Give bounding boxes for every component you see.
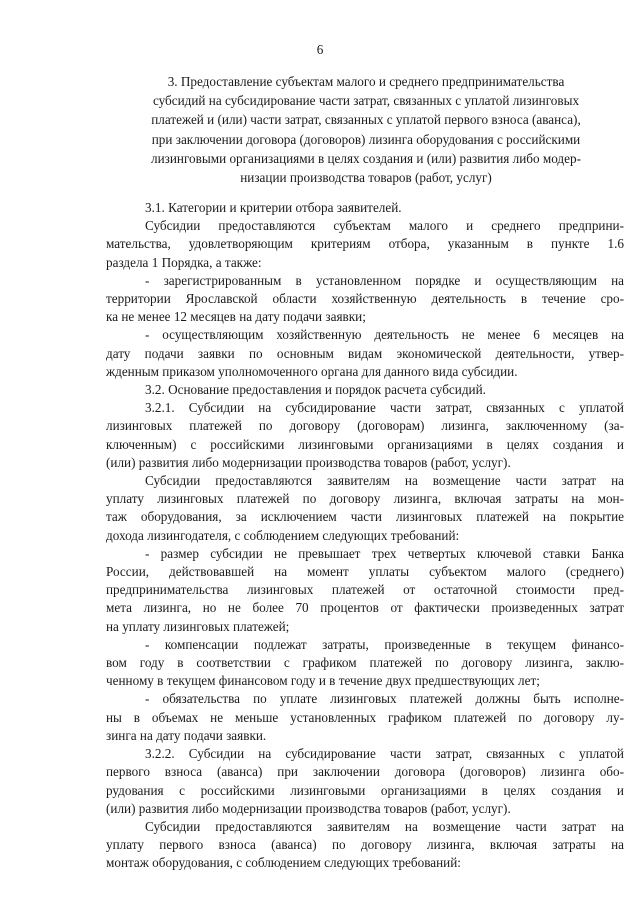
heading-line: платежей и (или) части затрат, связанных с уплатой первого взноса (аванса), [151,112,581,128]
text-line: первого взноса (аванса) при заключении договора (договоров) лизинга обо- [106,764,624,780]
text-line: (или) развития либо модернизации производства товаров (работ, услуг). [106,800,511,816]
text-line: таж оборудования, за исключением части лизинговых платежей на покрытие [106,509,624,525]
text-line: вом году в соответствии с графиком платежей по договору лизинга, заклю- [106,655,624,671]
text-line: уплату лизинговых платежей по договору лизинга, включая затраты на мон- [106,491,624,507]
text-line: России, действовавшей на момент уплаты субъектом малого (среднего) [106,564,624,580]
text-line: зинга на дату подачи заявки. [106,727,267,743]
text-line: ны в объемах не меньше установленных графиком платежей по договору лу- [106,709,624,725]
heading-line: при заключении договора (договоров) лизинга оборудования с российскими [151,131,581,147]
heading-line: лизинговыми организациями в целях создания и (или) развития либо модер- [151,150,581,166]
text-line: уплату первого взноса (аванса) по договору лизинга, включая затраты на [106,837,624,853]
text-line: Субсидии предоставляются заявителям на возмещение части затрат на [145,473,624,489]
text-line: раздела 1 Порядка, а также: [106,254,262,270]
text-line: 3.2.2. Субсидии на субсидирование части затрат, связанных с уплатой [145,746,624,762]
text-line: ченному в текущем финансовом году и в течение двух предшествующих лет; [106,673,540,689]
heading-line: субсидий на субсидирование части затрат, связанных с уплатой лизинговых [152,93,580,109]
text-line: Субсидии предоставляются заявителям на возмещение части затрат на [145,818,624,834]
text-line: территории Ярославской области хозяйственную деятельность в течение сро- [106,291,624,307]
text-line: Субсидии предоставляются субъектам малого и среднего предприни- [145,218,624,234]
heading-line: низации производства товаров (работ, услуг) [240,170,492,186]
text-line: 3.2. Основание предоставления и порядок расчета субсидий. [145,382,486,398]
text-line: монтаж оборудования, с соблюдением следующих требований: [106,855,461,871]
text-line: мета лизинга, но не более 70 процентов от фактически произведенных затрат [106,600,624,616]
heading-line: 3. Предоставление субъектам малого и среднего предпринимательства [167,74,565,89]
text-line: (или) развития либо модернизации производства товаров (работ, услуг). [106,454,511,470]
text-line: предпринимательства лизинговых платежей от остаточной стоимости пред- [106,582,624,598]
text-line: 3.1. Категории и критерии отбора заявителей. [145,200,402,215]
text-line: лизинговых платежей по договору (договорам) лизинга, заключенному (за- [106,418,624,434]
text-line: - осуществляющим хозяйственную деятельность не менее 6 месяцев на [145,327,624,343]
text-line: - размер субсидии не превышает трех четвертых ключевой ставки Банка [145,545,624,561]
text-line: ка не менее 12 месяцев на дату подачи заявки; [106,309,366,325]
text-line: мательства, удовлетворяющим критериям отбора, указанным в пункте 1.6 [106,236,624,252]
body-text [106,199,624,873]
text-line: - обязательства по уплате лизинговых платежей должны быть исполне- [145,691,624,707]
text-line: ключенным) с российскими лизинговыми организациями в целях создания и [106,436,624,452]
text-line: рудования с российскими лизинговыми организациями в целях создания и [106,782,624,798]
text-line: дату подачи заявки по основным видам экономической деятельности, утвер- [106,345,624,361]
text-line: - зарегистрированным в установленном порядке и осуществляющим на [145,272,624,288]
text-line: жденным приказом уполномоченного органа для данного вида субсидии. [106,363,518,379]
text-line: дохода лизингодателя, с соблюдением следующих требований: [106,527,460,543]
page-number: 6 [316,42,324,57]
text-line: - компенсации подлежат затраты, произведенные в текущем финансо- [145,636,624,652]
text-line: 3.2.1. Субсидии на субсидирование части затрат, связанных с уплатой [145,400,624,416]
text-line: на уплату лизинговых платежей; [106,618,290,634]
section-heading [106,72,626,187]
